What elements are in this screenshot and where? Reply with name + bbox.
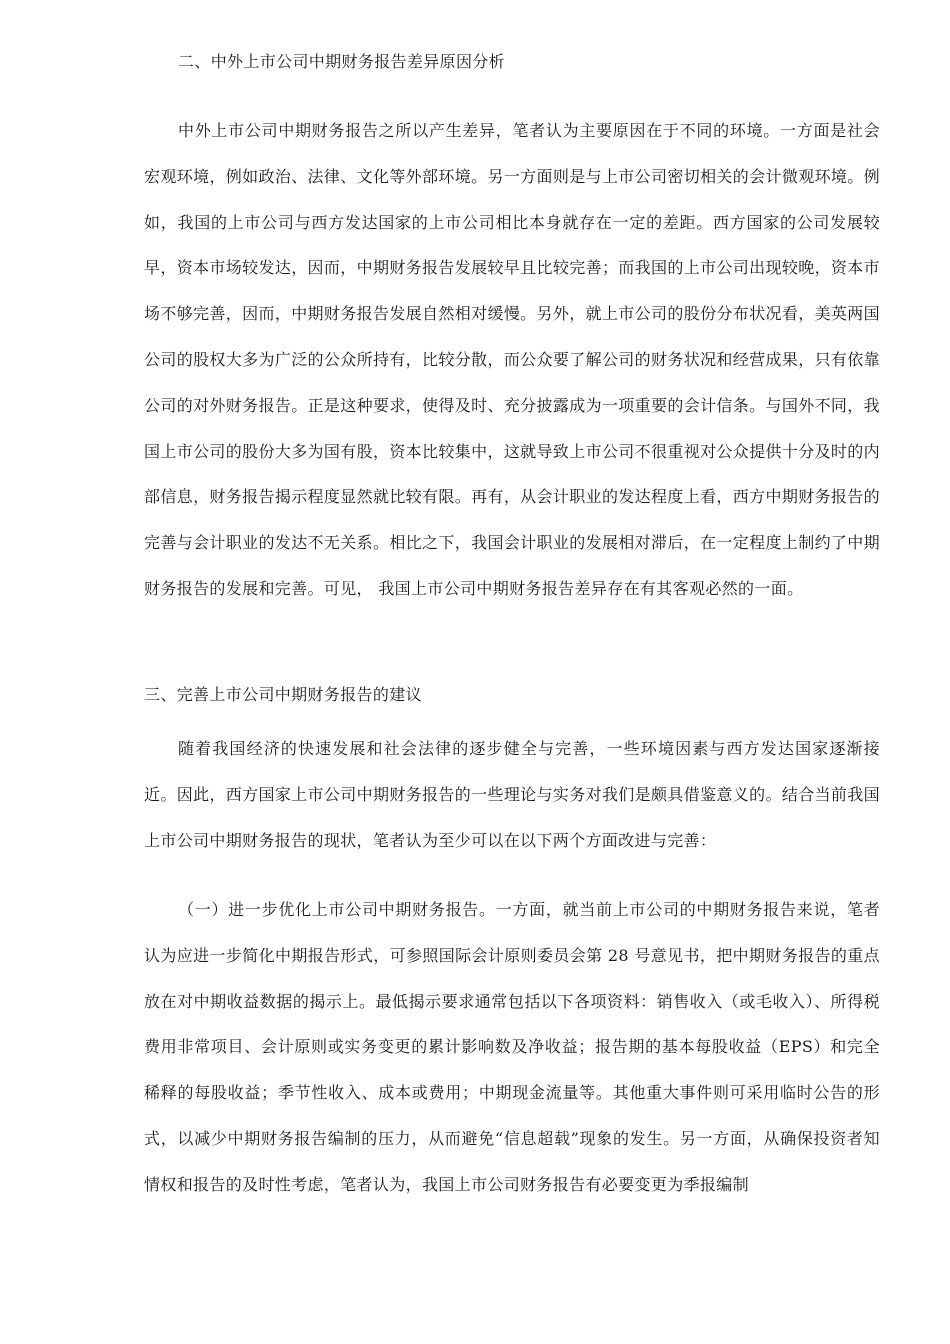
section-3-heading: 三、完善上市公司中期财务报告的建议: [144, 685, 422, 704]
section-2-heading: 二、中外上市公司中期财务报告差异原因分析: [178, 52, 506, 71]
section-3-paragraph-1: 随着我国经济的快速发展和社会法律的逐步健全与完善，一些环境因素与西方发达国家逐渐接近。因此，西方国家上市公司中期财务报告的一些理论与实务对我们是颇具借鉴意义的。结合当前我国上市公司中期财务报告的现状，笔者认为至少可以在以下两个方面改进与完善：: [144, 739, 880, 850]
section-3-paragraph-2: （一）进一步优化上市公司中期财务报告。一方面，就当前上市公司的中期财务报告来说，笔者认为应进一步简化中期报告形式，可参照国际会计原则委员会第 28 号意见书，把中期财务报告的重点放在对中期收益数据的揭示上。最低揭示要求通常包括以下各项资料：销售收入（或毛收入）、所得税费用非常项目、会计原则或实务变更的累计影响数及净收益；报告期的基本每股收益（EPS）和完全稀释的每股收益；季节性收入、成本或费用；中期现金流量等。其他重大事件则可采用临时公告的形式，以减少中期财务报告编制的压力，从而避免“信息超载”现象的发生。另一方面，从确保投资者知情权和报告的及时性考虑，笔者认为，我国上市公司财务报告有必要变更为季报编制: [144, 900, 880, 1194]
section-2-paragraph: 中外上市公司中期财务报告之所以产生差异，笔者认为主要原因在于不同的环境。一方面是社会宏观环境，例如政治、法律、文化等外部环境。另一方面则是与上市公司密切相关的会计微观环境。例如，我国的上市公司与西方发达国家的上市公司相比本身就存在一定的差距。西方国家的公司发展较早，资本市场较发达，因而，中期财务报告发展较早且比较完善；而我国的上市公司出现较晚，资本市场不够完善，因而，中期财务报告发展自然相对缓慢。另外，就上市公司的股份分布状况看，美英两国公司的股权大多为广泛的公众所持有，比较分散，而公众要了解公司的财务状况和经营成果，只有依靠公司的对外财务报告。正是这种要求，使得及时、充分披露成为一项重要的会计信条。与国外不同，我国上市公司的股份大多为国有股，资本比较集中，这就导致上市公司不很重视对公众提供十分及时的内部信息，财务报告揭示程度显然就比较有限。再有，从会计职业的发达程度上看，西方中期财务报告的完善与会计职业的发达不无关系。相比之下，我国会计职业的发展相对滞后，在一定程度上制约了中期财务报告的发展和完善。可见， 我国上市公司中期财务报告差异存在有其客观必然的一面。: [144, 121, 880, 598]
